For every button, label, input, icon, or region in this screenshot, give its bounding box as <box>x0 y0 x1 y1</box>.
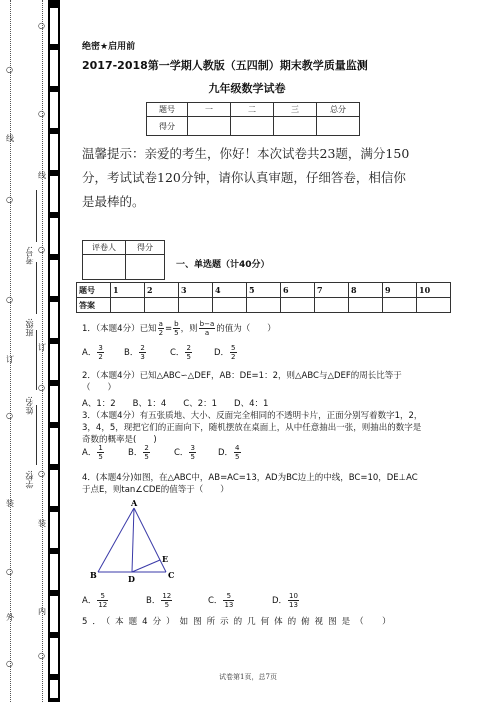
question-3: 3．（本题4分）有五张质地、大小、反面完全相同的不透明卡片，正面分别写着数字1，2，3，4，5，现把它们的正面向下，随机摆放在桌面上，从中任意抽出一张，则抽出的数字是奇数的概率是( ) <box>82 411 423 445</box>
numerator: 2 <box>140 344 145 352</box>
answer-num: 4 <box>213 283 247 298</box>
score-table <box>146 102 360 136</box>
circle-mark: ○ <box>38 469 45 478</box>
class-field-label: 班级: <box>25 318 34 337</box>
circle-mark: ○ <box>38 21 45 30</box>
reminder-text: 温馨提示：亲爱的考生，你好！本次试卷共23题，满分150分，考试试卷120分钟，请你认真审题，仔细答卷，相信你是最棒的。 <box>82 146 410 209</box>
strip-gap <box>50 176 58 212</box>
outer-mark-bind: 订 <box>6 355 14 364</box>
fraction <box>230 344 236 361</box>
grader-score-label: 得分 <box>126 241 165 255</box>
circle-mark: ○ <box>6 659 13 668</box>
strip-gap <box>50 218 58 254</box>
option-letter: D． <box>214 348 230 358</box>
denominator: 5 <box>235 453 240 461</box>
outer-dotted-line <box>10 0 11 702</box>
side-ab <box>98 508 134 572</box>
denominator: 5 <box>186 353 191 361</box>
option-letter: D． <box>272 596 288 606</box>
answer-cell <box>383 298 417 313</box>
q1-option-b <box>124 344 147 361</box>
strip-gap <box>50 680 58 698</box>
numerator: 4 <box>235 444 240 452</box>
denominator: 5 <box>190 453 195 461</box>
answer-num: 6 <box>281 283 315 298</box>
circle-mark: ○ <box>6 295 13 304</box>
fraction <box>199 320 216 337</box>
answer-cell <box>145 298 179 313</box>
exam-title: 2017-2018第一学期人教版（五四制）期末教学质量监测 <box>82 59 368 72</box>
answer-num: 8 <box>349 283 383 298</box>
q1-prefix: 1．（本题4分）已知 <box>82 324 157 334</box>
score-cell <box>188 117 231 136</box>
inner-mark-inside: 内 <box>38 607 46 616</box>
section-title: 一、单选题（计40分） <box>176 260 270 270</box>
grader-label: 评卷人 <box>83 241 126 255</box>
strip-gap <box>50 428 58 464</box>
q3-option-d <box>218 444 242 461</box>
option-letter: C． <box>208 596 223 606</box>
grader-cell <box>83 255 126 280</box>
denominator: 5 <box>174 329 179 337</box>
strip-gap <box>50 638 58 674</box>
q3-option-b <box>128 444 151 461</box>
option-letter: C． <box>170 348 185 358</box>
answer-cell <box>179 298 213 313</box>
answer-num: 7 <box>315 283 349 298</box>
id-field-label: 考号: <box>25 246 34 265</box>
q1-mid: ，则 <box>180 324 198 334</box>
answer-cell <box>213 298 247 313</box>
option-letter: B． <box>128 448 143 458</box>
option-letter: C． <box>174 448 189 458</box>
score-cell <box>231 117 274 136</box>
option-letter: B． <box>124 348 139 358</box>
score-header: 一 <box>188 103 231 117</box>
denominator: 2 <box>98 353 103 361</box>
answer-cell <box>349 298 383 313</box>
school-field-line <box>36 405 37 465</box>
numerator: 10 <box>289 592 298 600</box>
numerator: 5 <box>97 592 108 601</box>
question-4: 4．(本题4分)如图，在△ABC中，AB=AC=13，AD为BC边上的中线，BC=10，DE⊥AC于点E，则tan∠CDE的值等于（ ） <box>82 473 418 495</box>
fraction <box>223 592 234 609</box>
vertex-label: C <box>168 570 175 580</box>
q4-option-b <box>146 592 173 609</box>
binding-strip <box>48 0 60 702</box>
denominator: 12 <box>98 601 108 609</box>
answer-num: 3 <box>179 283 213 298</box>
answer-cell <box>281 298 315 313</box>
score-header: 二 <box>231 103 274 117</box>
question-5: 5．（本题4分）如图所示的几何体的俯视图是（ ） <box>82 617 396 627</box>
strip-gap <box>50 50 58 86</box>
denominator: 5 <box>164 601 170 609</box>
circle-mark: ○ <box>38 245 45 254</box>
denominator: 2 <box>158 329 164 337</box>
outer-mark-install: 装 <box>6 499 14 508</box>
q4-option-a <box>82 592 109 609</box>
fraction <box>97 444 103 461</box>
vertex-label: D <box>128 574 135 584</box>
outer-mark-line: 线 <box>6 134 14 143</box>
denominator: 3 <box>140 353 145 361</box>
q1-eq: = <box>165 324 173 334</box>
strip-gap <box>50 470 58 506</box>
answer-num: 10 <box>417 283 451 298</box>
denominator: 2 <box>231 353 236 361</box>
question-1 <box>82 320 276 337</box>
numerator: a <box>158 320 163 328</box>
strip-gap <box>50 554 58 590</box>
circle-mark: ○ <box>38 109 45 118</box>
strip-gap <box>50 134 58 170</box>
page-footer: 试卷第1页，总7页 <box>219 673 277 681</box>
numerator: 3 <box>190 444 195 452</box>
numerator: 2 <box>186 344 191 352</box>
numerator: b−a <box>199 320 215 328</box>
vertex-label: E <box>162 554 169 564</box>
fraction <box>234 444 240 461</box>
name-field-label: 姓名: <box>25 396 34 415</box>
numerator: 1 <box>98 444 103 452</box>
circle-mark: ○ <box>6 195 13 204</box>
score-cell <box>317 117 360 136</box>
secret-label: 绝密★启用前 <box>82 42 136 52</box>
option-letter: D． <box>218 448 234 458</box>
exam-subtitle: 九年级数学试卷 <box>208 82 286 95</box>
numerator: 3 <box>98 344 103 352</box>
vertex-label: A <box>131 498 138 508</box>
answer-num: 9 <box>383 283 417 298</box>
fraction <box>173 320 179 337</box>
score-header: 三 <box>274 103 317 117</box>
answer-header: 题号 <box>77 283 111 298</box>
strip-gap <box>50 8 58 44</box>
fraction <box>185 344 191 361</box>
median-ad <box>132 508 134 572</box>
strip-gap <box>50 386 58 422</box>
numerator: 5 <box>231 344 236 352</box>
denominator: 5 <box>144 453 149 461</box>
fraction <box>143 444 149 461</box>
strip-gap <box>50 344 58 380</box>
denominator: 13 <box>224 601 234 609</box>
id-field-line <box>36 190 37 242</box>
q4-option-c <box>208 592 235 609</box>
numerator: b <box>174 320 179 328</box>
circle-mark: ○ <box>38 651 45 660</box>
fraction <box>97 344 103 361</box>
q1-option-d <box>214 344 238 361</box>
answer-table <box>76 282 451 313</box>
school-field-label: 学校: <box>25 470 34 489</box>
fraction <box>139 344 145 361</box>
inner-mark-line: 线 <box>38 171 46 180</box>
fraction <box>158 320 164 337</box>
strip-gap <box>50 302 58 338</box>
answer-cell <box>247 298 281 313</box>
strip-gap <box>50 92 58 128</box>
q1-suffix: 的值为（ ） <box>216 324 276 334</box>
circle-mark: ○ <box>6 567 13 576</box>
outer-mark-outside: 外 <box>6 613 14 622</box>
denominator: a <box>204 329 210 337</box>
score-row-label: 得分 <box>147 117 188 136</box>
answer-num: 1 <box>111 283 145 298</box>
grader-table <box>82 240 165 280</box>
q3-option-c <box>174 444 197 461</box>
circle-mark: ○ <box>6 65 13 74</box>
question-2: 2．（本题4分）已知△ABC∽△DEF，AB：DE=1：2，则△ABC与△DEF的周长比等于（ ） <box>82 371 402 393</box>
score-header: 总分 <box>317 103 360 117</box>
strip-gap <box>50 596 58 632</box>
numerator: 2 <box>144 444 149 452</box>
fraction <box>189 444 195 461</box>
inner-mark-install: 装 <box>38 519 46 528</box>
circle-mark: ○ <box>6 411 13 420</box>
triangle-figure <box>86 498 186 584</box>
name-field-line <box>36 330 37 390</box>
option-letter: A． <box>82 348 97 358</box>
answer-cell <box>315 298 349 313</box>
q4-option-d <box>272 592 300 609</box>
answer-cell <box>111 298 145 313</box>
answer-num: 5 <box>247 283 281 298</box>
strip-gap <box>50 512 58 548</box>
inner-mark-bind: 订 <box>38 343 46 352</box>
numerator: 5 <box>223 592 234 601</box>
circle-mark: ○ <box>38 383 45 392</box>
option-letter: A． <box>82 596 97 606</box>
perpendicular-de <box>132 560 160 572</box>
q3-option-a <box>82 444 105 461</box>
q2-options: A、1：2 B、1：4 C、2：1 D、4：1 <box>82 399 269 409</box>
vertex-label: B <box>90 570 97 580</box>
numerator: 12 <box>162 592 172 600</box>
fraction <box>161 592 172 609</box>
denominator: 13 <box>289 601 298 609</box>
answer-row-label: 答案 <box>77 298 111 313</box>
score-cell <box>274 117 317 136</box>
q1-option-c <box>170 344 193 361</box>
q1-option-a <box>82 344 105 361</box>
answer-num: 2 <box>145 283 179 298</box>
grader-cell <box>126 255 165 280</box>
class-field-line <box>36 262 37 314</box>
strip-gap <box>50 260 58 296</box>
score-header: 题号 <box>147 103 188 117</box>
fraction <box>288 592 299 609</box>
answer-cell <box>417 298 451 313</box>
option-letter: A． <box>82 448 97 458</box>
fraction <box>97 592 108 609</box>
option-letter: B． <box>146 596 161 606</box>
denominator: 5 <box>98 453 103 461</box>
